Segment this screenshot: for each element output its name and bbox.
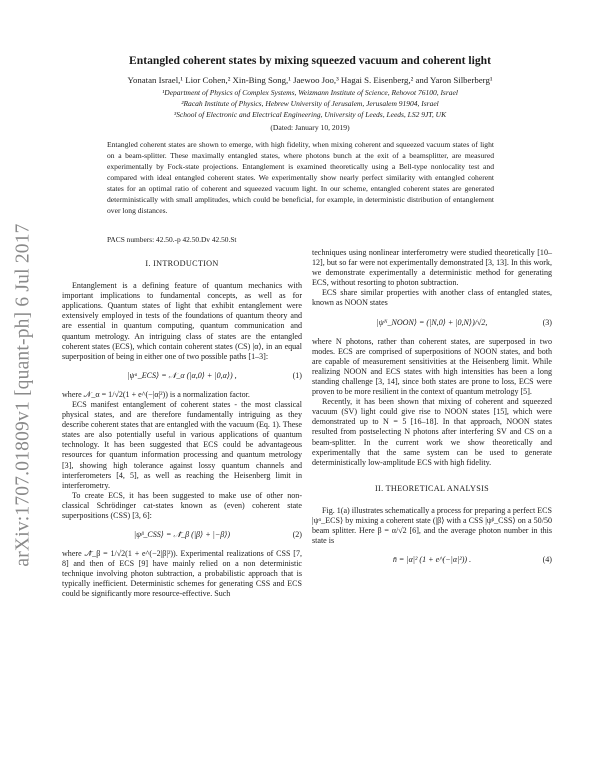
intro-paragraph-1: Entanglement is a defining feature of quantum mechanics with important implications to fundamental concepts, as well as for applications. Quantum states of light that exhibit entanglement were extensively employed in tests of the foundations of quantum theory and are essential in quantum computing, quantum communication and quantum metrology. An intriguing class of states are the entangled coherent states (ECS), which contain coherent states (CS) |α⟩, in an equal superposition of being in either one of two possible paths [1–3]: xyxy=(62,281,302,361)
section-heading-introduction: I. INTRODUCTION xyxy=(145,259,219,268)
equation-3-number: (3) xyxy=(542,317,552,327)
equation-2-body: |ψᵝ_CSS⟩ = 𝒩̃_β (|β⟩ + |−β⟩) xyxy=(133,530,231,540)
affiliation-2: ²Racah Institute of Physics, Hebrew University of Jerusalem, Jerusalem 91904, Israel xyxy=(181,99,439,108)
author-list: Yonatan Israel,¹ Lior Cohen,² Xin-Bing Song,¹ Jaewoo Joo,³ Hagai S. Eisenberg,² and Yaron Silberberg¹ xyxy=(127,75,493,85)
equation-4-number: (4) xyxy=(542,555,552,565)
abstract: Entangled coherent states are shown to emerge, with high fidelity, when mixing coherent and squeezed vacuum states of light on a beam-splitter. These maximally entangled states, where photons bunch at the exit of a beamsplitter, are measured experimentally by Fock-state projections. Entanglement is examined theoretically using a Bell-type nonlocality test and compared with ideal entangled coherent states. We experimentally show nearly perfect similarity with entangled coherent states for an optimal ratio of coherent and squeezed vacuum light. In our scheme, entangled coherent states are generated deterministically with small amplitudes, which could be beneficial, for example, in deterministic distribution of entanglement over long distances. xyxy=(107,140,494,215)
intro-paragraph-5: where 𝒩̃_β = 1/√2(1 + e^(−2|β|²)). Experimental realizations of CSS [7, 8] and then of ECS [9] have mainly relied on a non deterministic technique involving photon subtraction, a probabilistic approach that is typically inefficient. Deterministic schemes for generating CSS and ECS could be significantly more resource-effective. Such xyxy=(62,549,302,599)
intro-paragraph-4: To create ECS, it has been suggested to make use of other non-classical Schrödinger cat-states known as (even) coherent state superpositions (CSS) [3, 6]: xyxy=(62,490,302,520)
right-column xyxy=(312,248,552,574)
paper-title: Entangled coherent states by mixing squeezed vacuum and coherent light xyxy=(129,54,491,67)
theory-paragraph-1: Fig. 1(a) illustrates schematically a process for preparing a perfect ECS |ψᵅ_ECS⟩ by mixing a coherent state (|β⟩ with a CSS |ψᵝ_CSS⟩ on a 50/50 beam splitter. Here β = α/√2 [6], and the average photon number in this state is xyxy=(312,505,552,546)
affiliation-3: ³School of Electronic and Electrical Engineering, University of Leeds, Leeds, LS2 9JT, UK xyxy=(173,110,447,119)
equation-3 xyxy=(312,316,552,330)
intro-paragraph-8: where N photons, rather than coherent states, are superposed in two modes. ECS are comprised of superpositions of NOON states, and both are capable of measurement sensitivities at the Heisenberg limit. While realizing NOON and ECS states with high intensities has been a long standing challenge [3, 14], since both states are prone to loss, ECS were proven to be more resilient in the context of quantum metrology [5]. xyxy=(312,336,552,397)
equation-2 xyxy=(62,528,302,542)
section-heading-theoretical-analysis: II. THEORETICAL ANALYSIS xyxy=(375,483,489,493)
arxiv-stamp-text: arXiv:1707.01809v1 [quant-ph] 6 Jul 2017 xyxy=(13,223,35,567)
equation-1 xyxy=(62,369,302,383)
left-column xyxy=(62,255,302,600)
affiliation-1: ¹Department of Physics of Complex Systems, Weizmann Institute of Science, Rehovot 76100, Israel xyxy=(162,88,458,97)
intro-paragraph-2: where 𝒩_α = 1/√2(1 + e^(−|α|²)) is a normalization factor. xyxy=(62,389,250,399)
equation-1-number: (1) xyxy=(292,370,302,380)
pacs-numbers: PACS numbers: 42.50.-p 42.50.Dv 42.50.St xyxy=(107,235,237,244)
equation-4 xyxy=(312,553,552,567)
intro-paragraph-9: Recently, it has been shown that mixing of coherent and squeezed vacuum (SV) light could give rise to NOON states [15], which were demonstrated up to N = 5 [16–18]. In that approach, NOON states resulted from postselecting N photons after interfering SV and CS on a beam-splitter. In the current work we show theoretically and experimentally that the same system can be used to generate deterministically low-amplitude ECS with high fidelity. xyxy=(312,397,552,467)
arxiv-stamp xyxy=(6,180,42,610)
intro-paragraph-3: ECS manifest entanglement of coherent states - the most classical physical states, and are therefore fundamentally intriguing as they describe coherent states that are entangled with the vacuum (Eq. 1). These states are also potentially useful in various applications of quantum technology. It has been suggested that ECS could be advantageous resources for quantum information processing and quantum metrology [3], showing high tolerance against lossy quantum channels and interferometers [4, 5], as well as reaching the Heisenberg limit in interferometry. xyxy=(62,399,302,490)
equation-2-number: (2) xyxy=(292,530,302,540)
equation-1-body: |ψᵅ_ECS⟩ = 𝒩_α (|α,0⟩ + |0,α⟩) , xyxy=(127,370,237,380)
equation-3-body: |ψᴺ_NOON⟩ = (|N,0⟩ + |0,N⟩)/√2, xyxy=(376,317,488,327)
intro-paragraph-7: ECS share similar properties with another class of entangled states, known as NOON states xyxy=(312,288,552,308)
dated-line: (Dated: January 10, 2019) xyxy=(270,123,350,132)
equation-4-body: n̄ = |α|² (1 + e^(−|α|²)) . xyxy=(392,555,472,565)
intro-paragraph-6: techniques using nonlinear interferometry were studied theoretically [10–12], but so far were not experimentally demonstrated [3, 13]. In this work, we demonstrate experimentally a deterministic method for generating ECS, without resorting to photon subtraction. xyxy=(312,248,552,288)
